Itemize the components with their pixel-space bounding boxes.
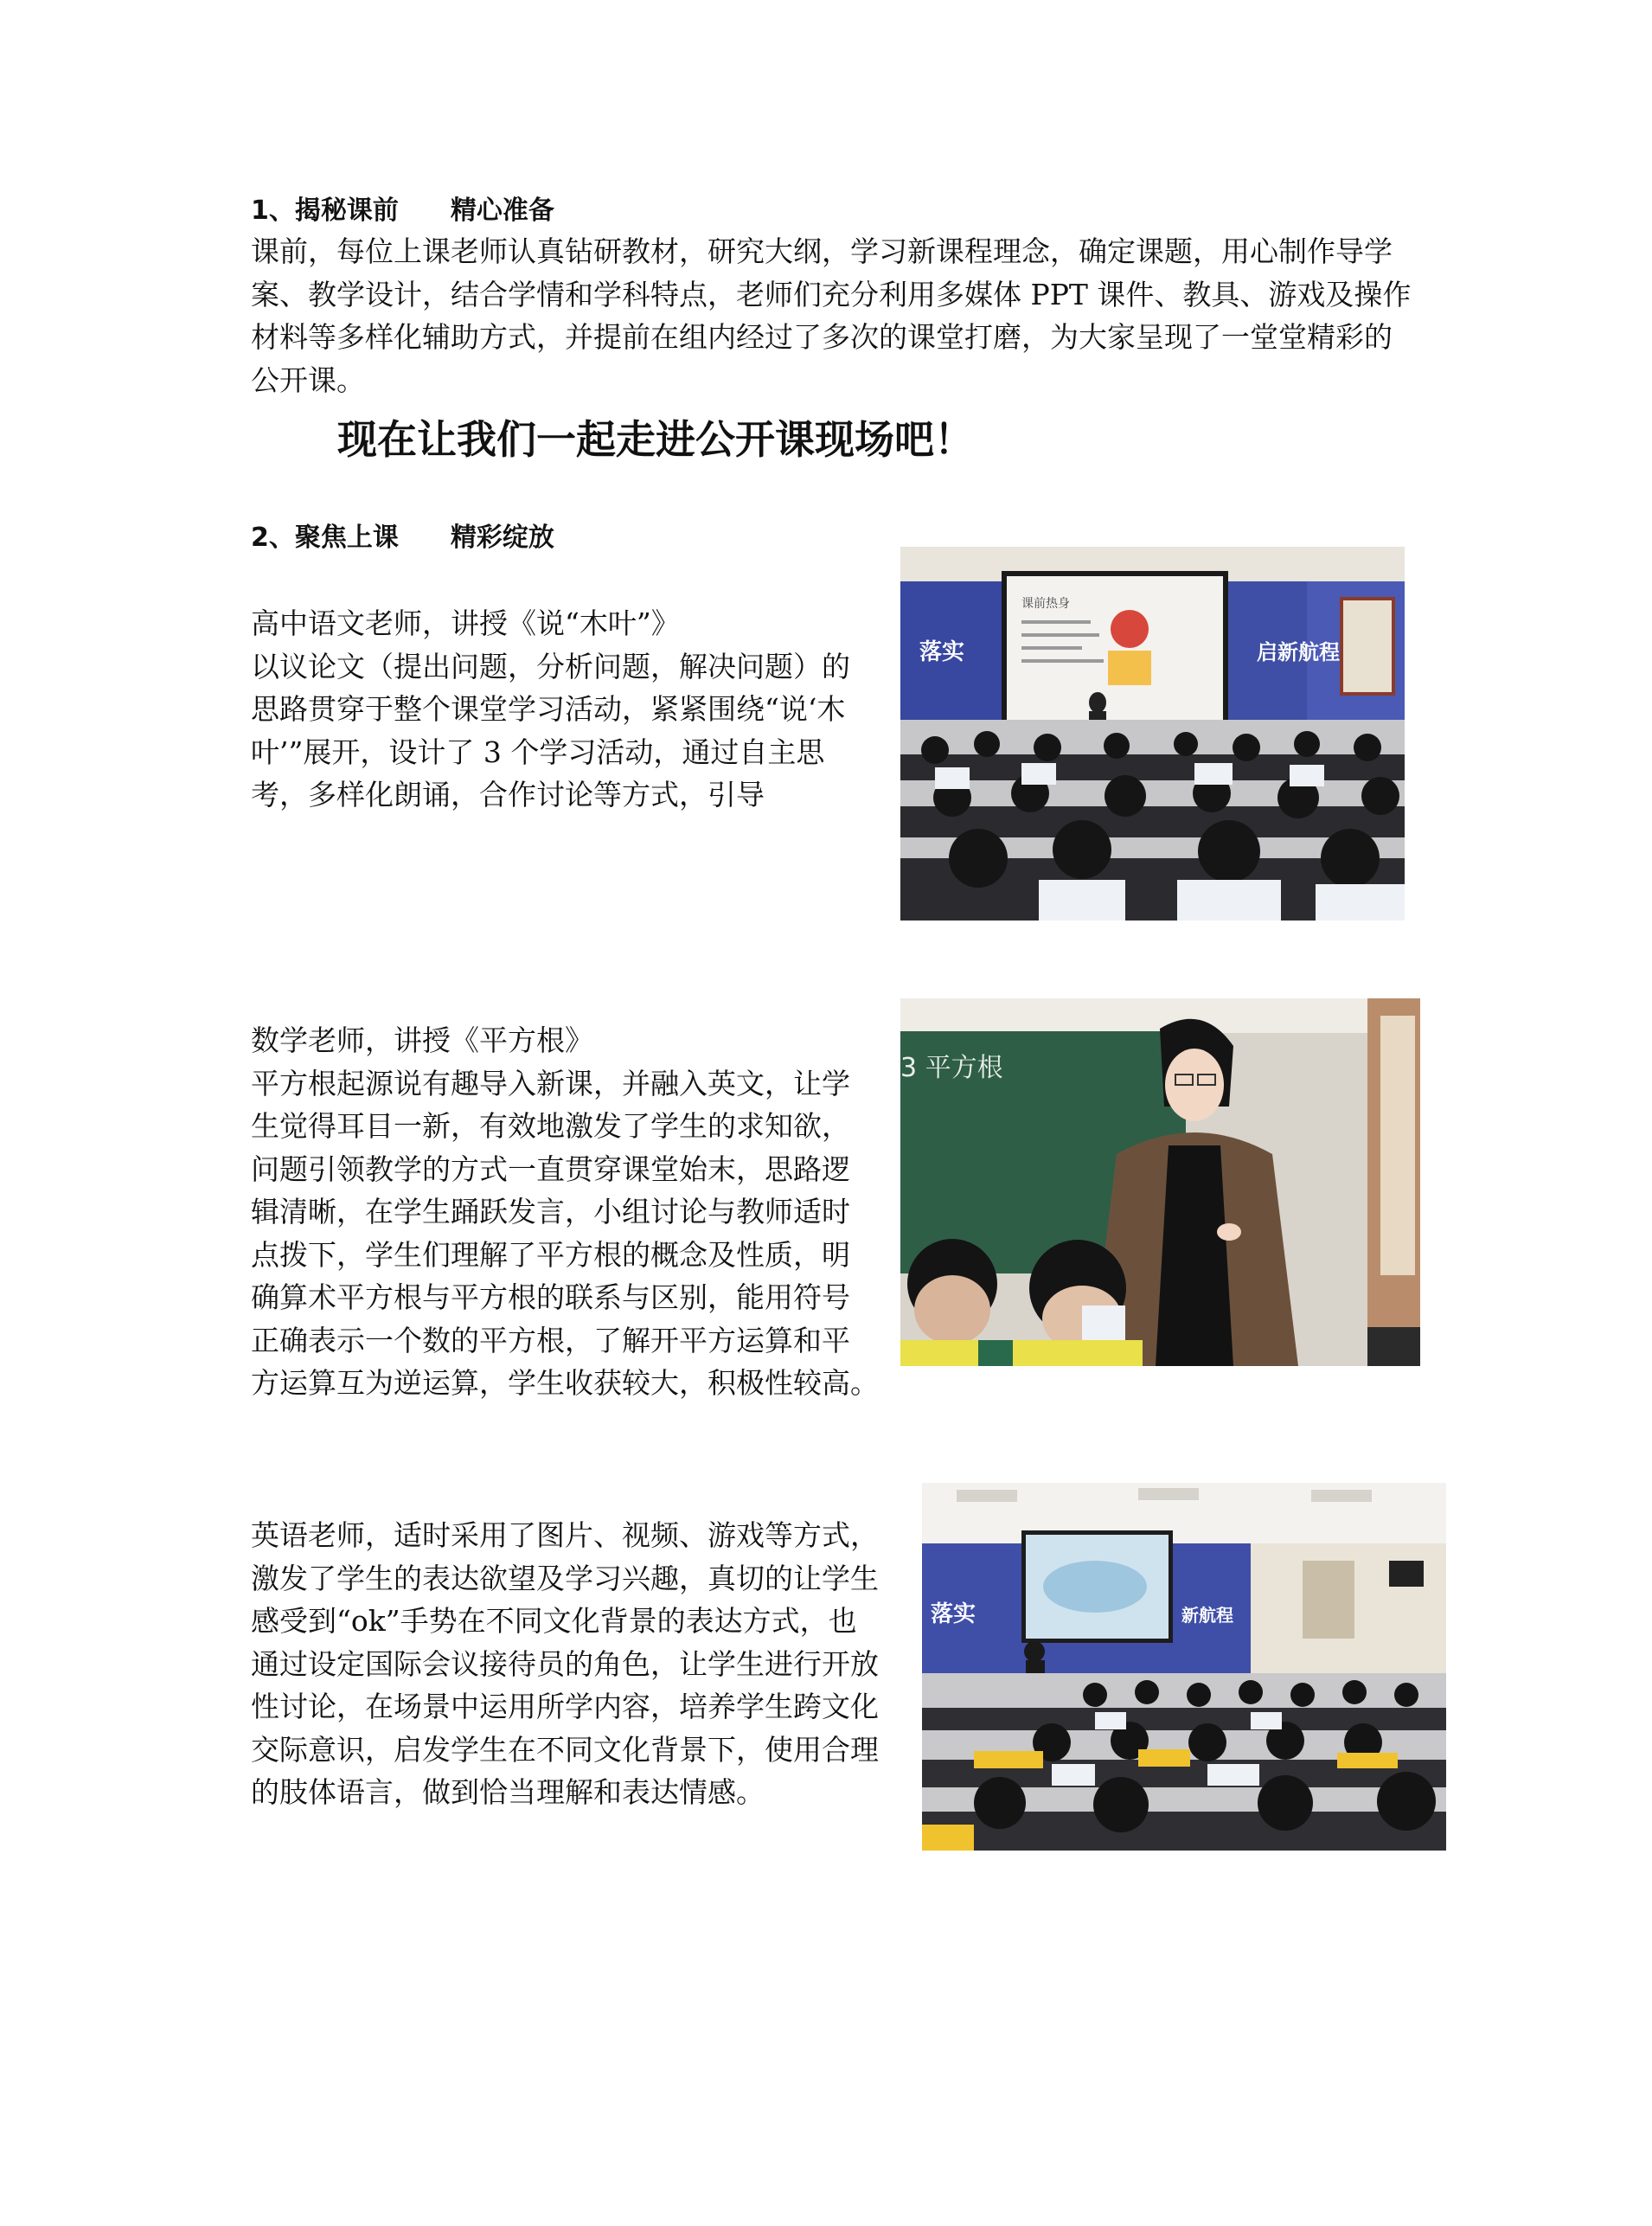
classroom-photo-3 (922, 1483, 1446, 1851)
paragraph-line: 数学老师，讲授《平方根》 (251, 1023, 593, 1057)
math-class-photo (900, 998, 1420, 1366)
chinese-class-photo (900, 547, 1405, 921)
paragraph-line: 交际意识，启发学生在不同文化背景下，使用合理 (251, 1732, 879, 1767)
paragraph-line: 通过设定国际会议接待员的角色，让学生进行开放 (251, 1646, 879, 1681)
paragraph-line: 生觉得耳目一新，有效地激发了学生的求知欲， (251, 1109, 850, 1143)
section-2-heading: 2、聚焦上课 精彩绽放 (251, 523, 554, 553)
paragraph-line: 英语老师，适时采用了图片、视频、游戏等方式， (251, 1518, 879, 1552)
section-1-heading: 1、揭秘课前 精心准备 (251, 196, 554, 226)
chinese-lesson-text (251, 602, 891, 817)
banner-text-right: 新航程 (1181, 1605, 1233, 1626)
paragraph-line: 正确表示一个数的平方根，了解开平方运算和平 (251, 1323, 850, 1357)
paragraph-line: 辑清晰，在学生踊跃发言，小组讨论与教师适时 (251, 1195, 850, 1228)
section-1-body (251, 230, 1427, 401)
paragraph-line: 的肢体语言，做到恰当理解和表达情感。 (251, 1775, 765, 1809)
classroom-photo-1 (900, 547, 1405, 921)
banner-text-right: 启新航程 (1257, 639, 1340, 664)
paragraph-line: 课前，每位上课老师认真钻研教材，研究大纲，学习新课程理念，确定课题，用心制作导学 (251, 234, 1393, 268)
paragraph-line: 方运算互为逆运算，学生收获较大，积极性较高。 (251, 1366, 879, 1400)
paragraph-line: 激发了学生的表达欲望及学习兴趣，真切的让学生 (251, 1561, 879, 1595)
paragraph-line: 思路贯穿于整个课堂学习活动，紧紧围绕“说‘木 (251, 692, 846, 726)
banner-headline: 现在让我们一起走进公开课现场吧！ (337, 416, 974, 463)
paragraph-line: 公开课。 (251, 362, 365, 397)
paragraph-line: 叶’”展开，设计了 3 个学习活动，通过自主思 (251, 735, 825, 769)
paragraph-line: 确算术平方根与平方根的联系与区别，能用符号 (251, 1280, 850, 1314)
paragraph-line: 材料等多样化辅助方式，并提前在组内经过了多次的课堂打磨，为大家呈现了一堂堂精彩的 (251, 320, 1393, 354)
paragraph-line: 以议论文（提出问题，分析问题，解决问题）的 (251, 649, 850, 683)
paragraph-line: 高中语文老师，讲授《说“木叶”》 (251, 606, 680, 640)
paragraph-line: 性讨论，在场景中运用所学内容，培养学生跨文化 (251, 1690, 879, 1723)
banner-text-left: 落实 (919, 639, 965, 665)
paragraph-line: 问题引领教学的方式一直贯穿课堂始末，思路逻 (251, 1151, 850, 1186)
classroom-photo-2 (900, 998, 1420, 1366)
paragraph-line: 平方根起源说有趣导入新课，并融入英文，让学 (251, 1066, 850, 1100)
paragraph-line: 点拨下，学生们理解了平方根的概念及性质，明 (251, 1237, 850, 1272)
paragraph-line: 考，多样化朗诵，合作讨论等方式，引导 (251, 778, 765, 811)
math-lesson-text (251, 1019, 891, 1405)
banner-text-left: 落实 (931, 1601, 976, 1627)
paragraph-line: 案、教学设计，结合学情和学科特点，老师们充分利用多媒体 PPT 课件、教具、游戏及操作 (251, 277, 1412, 311)
english-lesson-text (251, 1514, 917, 1814)
blackboard-text: 3 平方根 (900, 1053, 1003, 1083)
paragraph-line: 感受到“ok”手势在不同文化背景的表达方式，也 (251, 1604, 857, 1638)
screen-title: 课前热身 (1021, 597, 1070, 611)
english-class-photo (922, 1483, 1446, 1851)
